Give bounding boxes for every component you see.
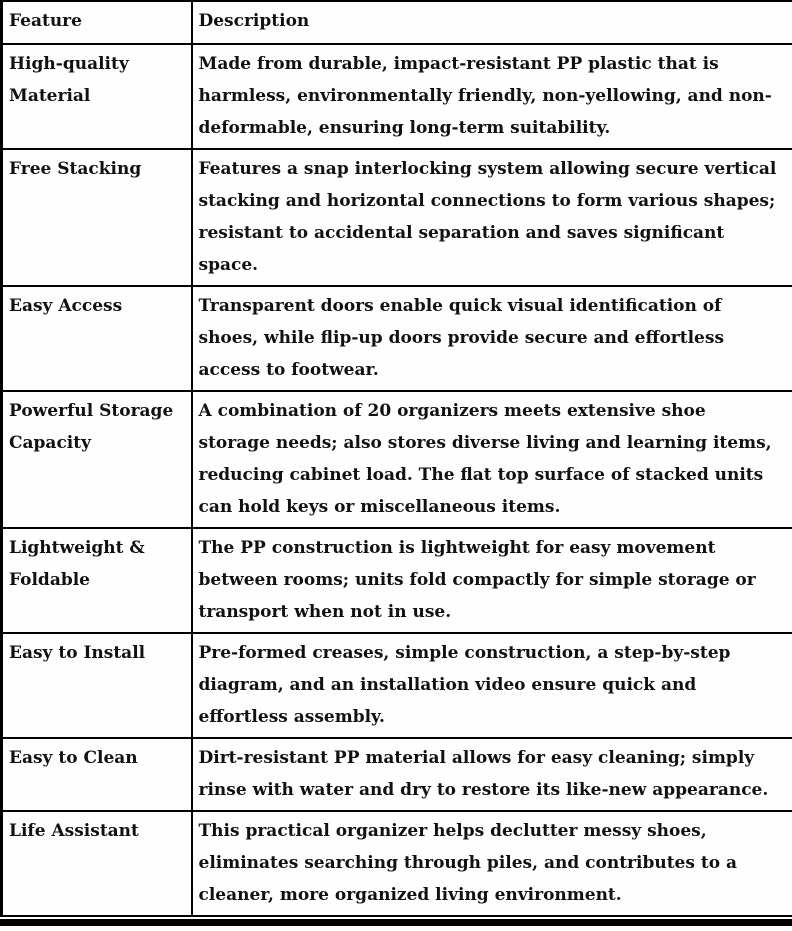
feature-cell: Free Stacking — [2, 149, 192, 286]
table-row — [2, 391, 792, 528]
feature-cell: Easy to Clean — [2, 738, 192, 811]
column-header-feature: Feature — [2, 1, 192, 44]
table-row — [2, 149, 792, 286]
table-row — [2, 528, 792, 633]
feature-cell: Powerful Storage Capacity — [2, 391, 192, 528]
table-header-row — [2, 1, 792, 44]
table-row — [2, 811, 792, 916]
feature-cell: Easy Access — [2, 286, 192, 391]
table-row — [2, 44, 792, 149]
description-cell: Made from durable, impact-resistant PP plastic that is harmless, environmentally friendly, non-yellowing, and non-deformable, ensuring long-term suitability. — [192, 44, 792, 149]
description-cell: Dirt-resistant PP material allows for easy cleaning; simply rinse with water and dry to restore its like-new appearance. — [192, 738, 792, 811]
feature-cell: Life Assistant — [2, 811, 192, 916]
column-header-description: Description — [192, 1, 792, 44]
description-cell: A combination of 20 organizers meets extensive shoe storage needs; also stores diverse living and learning items, reducing cabinet load. The flat top surface of stacked units can hold keys or miscellaneous items. — [192, 391, 792, 528]
description-cell: Transparent doors enable quick visual identification of shoes, while flip-up doors provide secure and effortless access to footwear. — [192, 286, 792, 391]
bottom-edge-bar — [0, 919, 792, 926]
feature-cell: High-quality Material — [2, 44, 192, 149]
description-cell: This practical organizer helps declutter messy shoes, eliminates searching through piles, and contributes to a cleaner, more organized living environment. — [192, 811, 792, 916]
description-cell: Pre-formed creases, simple construction, a step-by-step diagram, and an installation video ensure quick and effortless assembly. — [192, 633, 792, 738]
table-row — [2, 633, 792, 738]
description-cell: The PP construction is lightweight for easy movement between rooms; units fold compactly for simple storage or transport when not in use. — [192, 528, 792, 633]
table-row — [2, 286, 792, 391]
description-cell: Features a snap interlocking system allowing secure vertical stacking and horizontal connections to form various shapes; resistant to accidental separation and saves significant space. — [192, 149, 792, 286]
table-row — [2, 738, 792, 811]
feature-cell: Easy to Install — [2, 633, 192, 738]
feature-cell: Lightweight & Foldable — [2, 528, 192, 633]
